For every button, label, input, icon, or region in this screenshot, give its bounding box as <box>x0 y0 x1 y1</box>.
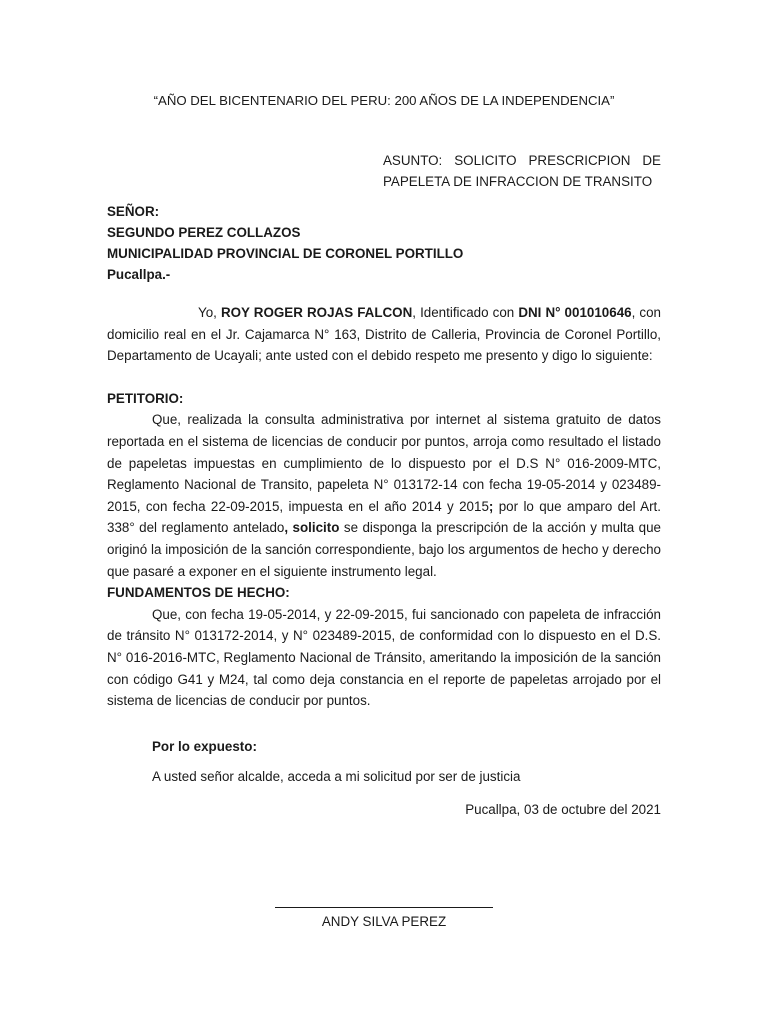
fundamentos-heading: FUNDAMENTOS DE HECHO: <box>107 585 290 601</box>
subject-line-2: PAPELETA DE INFRACCION DE TRANSITO <box>383 174 653 189</box>
document-motto: “AÑO DEL BICENTENARIO DEL PERU: 200 AÑOS DE LA INDEPENDENCIA” <box>153 93 615 108</box>
addressee-block <box>107 201 463 285</box>
intro-text-1: Yo, <box>198 305 221 320</box>
salutation: SEÑOR: <box>107 204 160 219</box>
subject-label: ASUNTO: <box>383 153 443 168</box>
addressee-institution: MUNICIPALIDAD PROVINCIAL DE CORONEL PORTILLO <box>107 246 464 261</box>
intro-text-3: , con domicilio real en el Jr. Cajamarca N° 163, Distrito de Calleria, Provincia de Coronel Portillo, Departamento de Ucayali; ante usted con el debido respeto me presento y digo lo siguiente: <box>107 305 661 364</box>
closing-request: A usted señor alcalde, acceda a mi solicitud por ser de justicia <box>152 769 521 784</box>
petitorio-paragraph <box>107 409 661 582</box>
subject-word-2: PRESCRICPION <box>528 153 631 168</box>
letter-body <box>107 302 661 712</box>
signature-line <box>275 907 493 908</box>
petitorio-heading: PETITORIO: <box>107 390 184 406</box>
addressee-city: Pucallpa.- <box>107 267 171 282</box>
subject-line-1 <box>383 150 661 171</box>
subject-word-1: SOLICITO <box>454 153 517 168</box>
intro-text-2: , Identificado con <box>412 305 519 320</box>
applicant-name: ROY ROGER ROJAS FALCON <box>220 305 413 320</box>
fundamentos-paragraph: Que, con fecha 19-05-2014, y 22-09-2015, fui sancionado con papeleta de infracción de tránsito N° 013172-2014, y N° 023489-2015, de conformidad con lo dispuesto en el D.S. N° 016-2016-MTC, Reglamento Nacional de Tránsito, ameritando la imposición de la sanción con código G41 y M24, tal como deja constancia en el reporte de papeletas arrojado por el sistema de licencias de conducir por puntos. <box>107 606 661 709</box>
addressee-name: SEGUNDO PEREZ COLLAZOS <box>107 225 301 240</box>
signature-name: ANDY SILVA PEREZ <box>321 914 447 929</box>
petitorio-text-1: Que, realizada la consulta administrativa por internet al sistema gratuito de datos reportada en el sistema de licencias de conducir por puntos, arroja como resultado el listado de papeletas impuestas en cumplimiento de lo dispuesto por el D.S N° 016-2009-MTC, Reglamento Nacional de Transito, papeleta N° 013172-14 con fecha 19-05-2014 y 023489-2015, con fecha 22-09-2015, impuesta en el año 2014 y 2015 <box>107 412 661 514</box>
letter-date: Pucallpa, 03 de octubre del 2021 <box>465 802 661 817</box>
applicant-dni: DNI N° 001010646 <box>518 305 632 320</box>
subject-block <box>383 150 661 192</box>
subject-word-3: DE <box>642 153 661 168</box>
por-lo-expuesto: Por lo expuesto: <box>152 739 257 754</box>
petitorio-semicolon: ; <box>488 498 494 514</box>
intro-paragraph <box>107 302 661 367</box>
petitorio-text-3: se disponga la prescripción de la acción y multa que originó la imposición de la sanción correspondiente, bajo los argumentos de hecho y derecho que pasaré a exponer en el siguiente instrumento legal. <box>107 520 661 579</box>
petitorio-text-2: por lo que amparo del Art. 338° del reglamento antelado <box>107 498 661 536</box>
petitorio-solicito: , solicito <box>284 520 340 536</box>
